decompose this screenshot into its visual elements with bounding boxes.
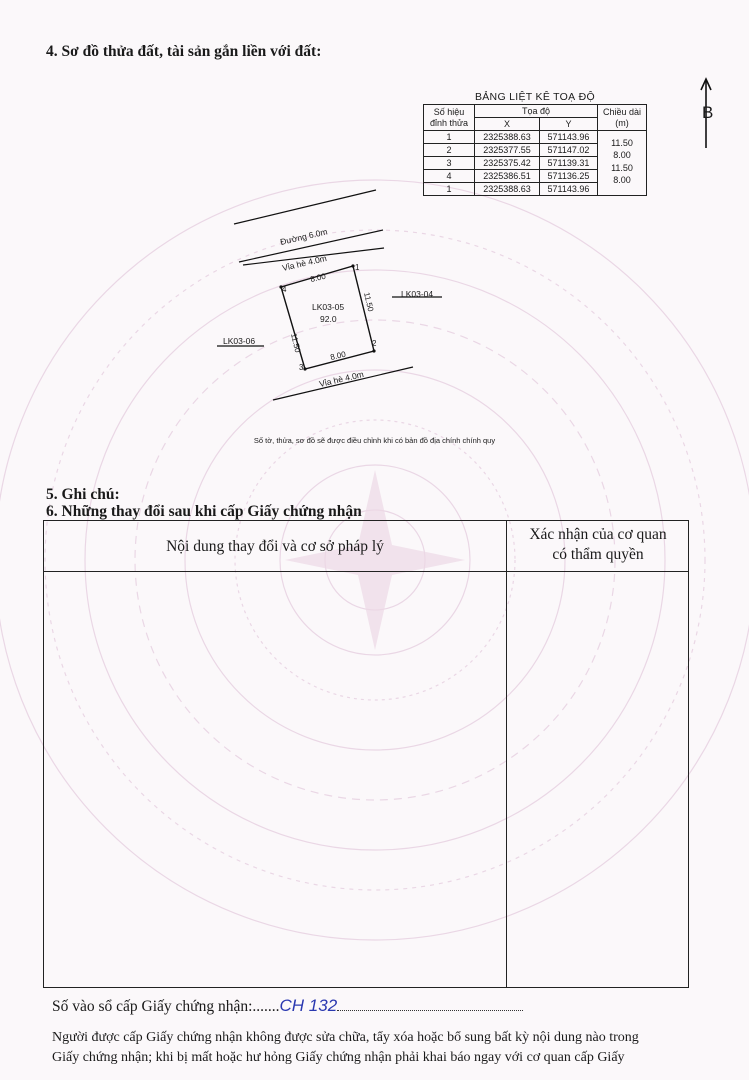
row-y: 571143.96 <box>540 183 598 196</box>
row-x: 2325377.55 <box>475 144 540 157</box>
road-edge-line <box>234 190 376 224</box>
vertex-label: 3 <box>299 363 304 372</box>
row-point: 2 <box>424 144 475 157</box>
row-point: 1 <box>424 131 475 144</box>
changes-content-header: Nội dung thay đổi và cơ sở pháp lý <box>166 538 384 555</box>
registry-label: Số vào sổ cấp Giấy chứng nhận:....... <box>52 998 280 1015</box>
row-x: 2325375.42 <box>475 157 540 170</box>
registry-number-line <box>52 996 523 1016</box>
row-point: 1 <box>424 183 475 196</box>
length-3-4: 11.50 <box>611 163 633 173</box>
registry-dots <box>337 998 523 1011</box>
row-y: 571147.02 <box>540 144 598 157</box>
lot-area: 92.0 <box>320 314 337 324</box>
length-4-1: 8.00 <box>613 175 631 185</box>
registry-handwritten-value: CH 132 <box>279 996 338 1015</box>
edge-right-length: 11.50 <box>362 291 376 313</box>
vertex-label: 1 <box>355 263 360 272</box>
section-4-title: 4. Sơ đồ thửa đất, tài sản gắn liền với đất: <box>46 43 322 60</box>
neighbor-right-label: LK03-04 <box>401 289 434 299</box>
row-x: 2325388.63 <box>475 131 540 144</box>
length-1-2: 11.50 <box>611 138 633 148</box>
edge-top-length: 8.00 <box>309 271 327 284</box>
authority-header-line2: có thẩm quyền <box>552 546 644 563</box>
changes-authority-header <box>506 525 690 565</box>
warning-line-2: Giấy chứng nhận; khi bị mất hoặc hư hỏng Giấy chứng nhận phải khai báo ngay với cơ quan cấp Giấy <box>52 1050 625 1065</box>
neighbor-left-label: LK03-06 <box>223 336 256 346</box>
row-y: 571139.31 <box>540 157 598 170</box>
authority-header-line1: Xác nhận của cơ quan <box>529 526 667 543</box>
coordinate-table-caption: BẢNG LIỆT KÊ TOẠ ĐỘ <box>474 91 596 103</box>
row-x: 2325388.63 <box>475 183 540 196</box>
header-y: Y <box>540 118 598 131</box>
column-divider <box>506 521 507 987</box>
section-6-title: 6. Những thay đổi sau khi cấp Giấy chứng nhận <box>46 503 362 520</box>
sidewalk-bottom-label: Vỉa hè 4.0m <box>318 368 365 389</box>
row-point: 3 <box>424 157 475 170</box>
row-point: 4 <box>424 170 475 183</box>
header-point: Số hiệu đỉnh thửa <box>424 105 475 131</box>
row-y: 571143.96 <box>540 131 598 144</box>
section-5-title: 5. Ghi chú: <box>46 486 120 503</box>
length-2-3: 8.00 <box>613 150 631 160</box>
vertex-label: 2 <box>372 339 377 348</box>
lot-diagram <box>0 180 749 460</box>
vertex-label: 4 <box>282 285 287 294</box>
warning-line-1: Người được cấp Giấy chứng nhận không được sửa chữa, tẩy xóa hoặc bổ sung bất kỳ nội dung nào trong <box>52 1030 639 1045</box>
road-label: Đường 6.0m <box>279 226 329 247</box>
plot-note: Số tờ, thửa, sơ đồ sẽ được điều chỉnh khi có bản đồ địa chính chính quy <box>253 436 496 445</box>
header-length: Chiều dài (m) <box>598 105 647 131</box>
row-y: 571136.25 <box>540 170 598 183</box>
header-x: X <box>475 118 540 131</box>
lot-id: LK03-05 <box>312 302 345 312</box>
header-coords: Tọa độ <box>475 105 598 118</box>
row-x: 2325386.51 <box>475 170 540 183</box>
north-label: B <box>702 103 714 122</box>
changes-table <box>43 520 689 988</box>
edge-left-length: 11.50 <box>289 332 303 354</box>
edge-bottom-length: 8.00 <box>329 349 347 362</box>
sidewalk-top-label: Vỉa hè 4.0m <box>281 252 328 273</box>
